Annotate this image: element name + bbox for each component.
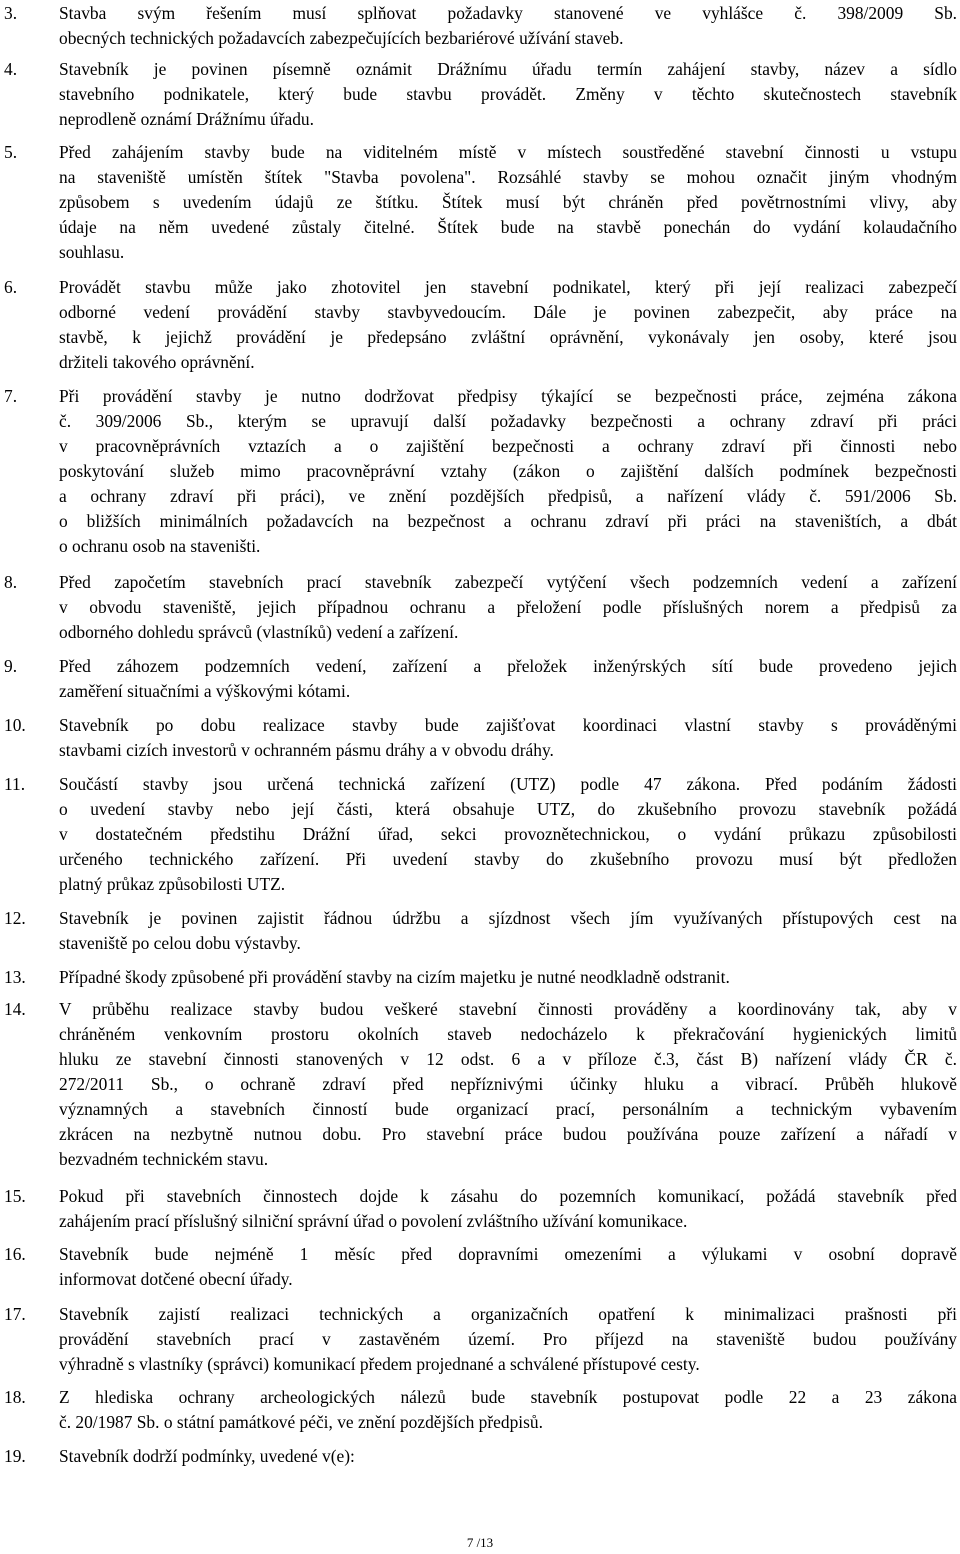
list-item [0, 965, 960, 990]
item-text-line: Při provádění stavby je nutno dodržovat předpisy týkající se bezpečnosti práce, zejména zákona [59, 386, 957, 406]
list-item [0, 713, 960, 763]
item-text-line: Pokud při stavebních činnostech dojde k zásahu do pozemních komunikací, požádá stavebník před [59, 1186, 957, 1206]
item-text-line: provádění stavebních prací v zastavěném území. Pro příjezd na staveniště budou používány [59, 1329, 957, 1349]
item-text-line: v dostatečném předstihu Drážní úřad, sekci provoznětechnickou, o vydání průkazu způsobilosti [59, 824, 957, 844]
item-number: 11. [4, 774, 26, 794]
item-text-line: a ochrany zdraví při práci), ve znění pozdějších předpisů, a nařízení vlády č. 591/2006 Sb. [59, 486, 957, 506]
item-text-line: zkrácen na nezbytně nutnou dobu. Pro stavební práce budou používána pouze zařízení a nářadí v [59, 1124, 957, 1144]
item-number: 10. [4, 715, 26, 735]
item-text-line: chráněném venkovním prostoru okolních staveb nedocházelo k překračování hygienických limitů [59, 1024, 957, 1044]
list-item [0, 1444, 960, 1469]
item-text-line: Z hlediska ochrany archeologických nálezů bude stavebník postupovat podle 22 a 23 zákona [59, 1387, 957, 1407]
item-text-line: Případné škody způsobené při provádění stavby na cizím majetku je nutné neodkladně odstranit. [59, 967, 730, 987]
item-number: 3. [4, 3, 18, 23]
item-text-line: 272/2011 Sb., o ochraně zdraví před nepříznivými účinky hluku a vibrací. Průběh hlukově [59, 1074, 957, 1094]
list-item [0, 654, 960, 704]
list-item [0, 1302, 960, 1377]
item-number: 5. [4, 142, 18, 162]
item-number: 7. [4, 386, 18, 406]
item-text-line: Stavebník bude nejméně 1 měsíc před dopravními omezeními a výlukami v osobní dopravě [59, 1244, 957, 1264]
item-text-line: určeného technického zařízení. Při uvedení stavby do zkušebního provozu musí být předložen [59, 849, 957, 869]
item-text-line: stavbami cizích investorů v ochranném pásmu dráhy a v obvodu dráhy. [59, 740, 554, 760]
list-item [0, 997, 960, 1172]
item-number: 4. [4, 59, 18, 79]
item-text-line: Součástí stavby jsou určená technická zařízení (UTZ) podle 47 zákona. Před podáním žádosti [59, 774, 957, 794]
item-number: 18. [4, 1387, 26, 1407]
item-text-line: významných a stavebních činností bude organizací prací, personálním a technickým vybavením [59, 1099, 957, 1119]
item-text-line: hluku ze stavební činnosti stanovených v 12 odst. 6 a v příloze č.3, část B) nařízení vlády ČR č. [59, 1049, 957, 1069]
item-text-line: Provádět stavbu může jako zhotovitel jen stavební podnikatel, který při její realizaci zabezpečí [59, 277, 957, 297]
item-text-line: Stavebník dodrží podmínky, uvedené v(e): [59, 1446, 355, 1466]
item-number: 16. [4, 1244, 26, 1264]
item-text-line: staveniště po celou dobu výstavby. [59, 933, 301, 953]
list-item [0, 1242, 960, 1292]
list-item [0, 1184, 960, 1234]
item-text-line: platný průkaz způsobilosti UTZ. [59, 874, 286, 894]
item-text-line: odborného dohledu správců (vlastníků) vedení a zařízení. [59, 622, 459, 642]
item-text-line: o uvedení stavby nebo její části, která obsahuje UTZ, do zkušebního provozu stavebník požádá [59, 799, 957, 819]
item-number: 19. [4, 1446, 26, 1466]
item-text-line: o bližších minimálních požadavcích na bezpečnost a ochranu zdraví při práci na staveništích, a dbát [59, 511, 957, 531]
item-text-line: zahájením prací příslušný silniční správní úřad o povolení zvláštního užívání komunikace. [59, 1211, 688, 1231]
item-number: 9. [4, 656, 18, 676]
item-text-line: Stavebník je povinen písemně oznámit Drážnímu úřadu termín zahájení stavby, název a sídlo [59, 59, 957, 79]
item-text-line: způsobem s uvedením údajů ze štítku. Štítek musí být chráněn před povětrnostními vlivy, aby [59, 192, 957, 212]
item-number: 13. [4, 967, 26, 987]
item-text-line: poskytování služeb mimo pracovněprávní vztahy (zákon o zajištění dalších podmínek bezpečnosti [59, 461, 957, 481]
item-number: 15. [4, 1186, 26, 1206]
item-text-line: Před záhozem podzemních vedení, zařízení a přeložek inženýrských sítí bude provedeno jejich [59, 656, 957, 676]
list-item [0, 772, 960, 897]
list-item [0, 1385, 960, 1435]
item-text-line: zaměření situačními a výškovými kótami. [59, 681, 351, 701]
item-text-line: obecných technických požadavcích zabezpečujících bezbariérové užívání staveb. [59, 28, 624, 48]
item-text-line: Před započetím stavebních prací stavebník zabezpečí vytýčení všech podzemních vedení a zařízení [59, 572, 957, 592]
item-text-line: Stavba svým řešením musí splňovat požadavky stanovené ve vyhlášce č. 398/2009 Sb. [59, 3, 957, 23]
list-item [0, 906, 960, 956]
item-text-line: Stavebník po dobu realizace stavby bude zajišťovat koordinaci vlastní stavby s prováděnými [59, 715, 957, 735]
item-text-line: v obvodu staveniště, jejich případnou ochranu a přeložení podle příslušných norem a předpisů za [59, 597, 957, 617]
list-item [0, 140, 960, 265]
item-text-line: odborné vedení provádění stavby stavbyvedoucím. Dále je povinen zabezpečit, aby práce na [59, 302, 957, 322]
item-text-line: Před zahájením stavby bude na viditelném místě v místech soustředěné stavební činnosti u vstupu [59, 142, 957, 162]
page-number: 7 /13 [466, 1535, 494, 1550]
item-text-line: na staveniště umístěn štítek "Stavba povolena". Rozsáhlé stavby se mohou označit jiným vhodným [59, 167, 957, 187]
item-text-line: V průběhu realizace stavby budou veškeré stavební činnosti prováděny a koordinovány tak, aby v [59, 999, 957, 1019]
item-number: 6. [4, 277, 18, 297]
item-text-line: stavebního podnikatele, který bude stavbu provádět. Změny v těchto skutečnostech stavebník [59, 84, 957, 104]
item-text-line: v pracovněprávních vztazích a o zajištění bezpečnosti a ochrany zdraví při činnosti nebo [59, 436, 957, 456]
list-item [0, 384, 960, 559]
list-item [0, 57, 960, 132]
item-text-line: neprodleně oznámí Drážnímu úřadu. [59, 109, 314, 129]
item-text-line: souhlasu. [59, 242, 125, 262]
item-text-line: Stavebník zajistí realizaci technických a organizačních opatření k minimalizaci prašnosti při [59, 1304, 957, 1324]
list-item [0, 570, 960, 645]
item-number: 17. [4, 1304, 26, 1324]
item-text-line: bezvadném technickém stavu. [59, 1149, 269, 1169]
item-text-line: o ochranu osob na staveništi. [59, 536, 261, 556]
item-text-line: č. 20/1987 Sb. o státní památkové péči, ve znění pozdějších předpisů. [59, 1412, 543, 1432]
item-text-line: č. 309/2006 Sb., kterým se upravují další požadavky bezpečnosti a ochrany zdraví při práci [59, 411, 957, 431]
item-text-line: údaje na něm uvedené zůstaly čitelné. Štítek bude na stavbě ponechán do vydání kolaudačního [59, 217, 957, 237]
list-item [0, 1, 960, 51]
item-text-line: stavbě, k jejichž provádění je předepsáno zvláštní oprávnění, vykonávaly jen osoby, které jsou [59, 327, 957, 347]
item-text-line: výhradně s vlastníky (správci) komunikací předem projednané a schválené přístupové cesty. [59, 1354, 700, 1374]
item-text-line: Stavebník je povinen zajistit řádnou údržbu a sjízdnost všech jím využívaných přístupových cest na [59, 908, 957, 928]
list-item [0, 275, 960, 375]
item-text-line: informovat dotčené obecní úřady. [59, 1269, 293, 1289]
item-number: 8. [4, 572, 18, 592]
item-number: 14. [4, 999, 26, 1019]
item-number: 12. [4, 908, 26, 928]
item-text-line: držiteli takového oprávnění. [59, 352, 255, 372]
